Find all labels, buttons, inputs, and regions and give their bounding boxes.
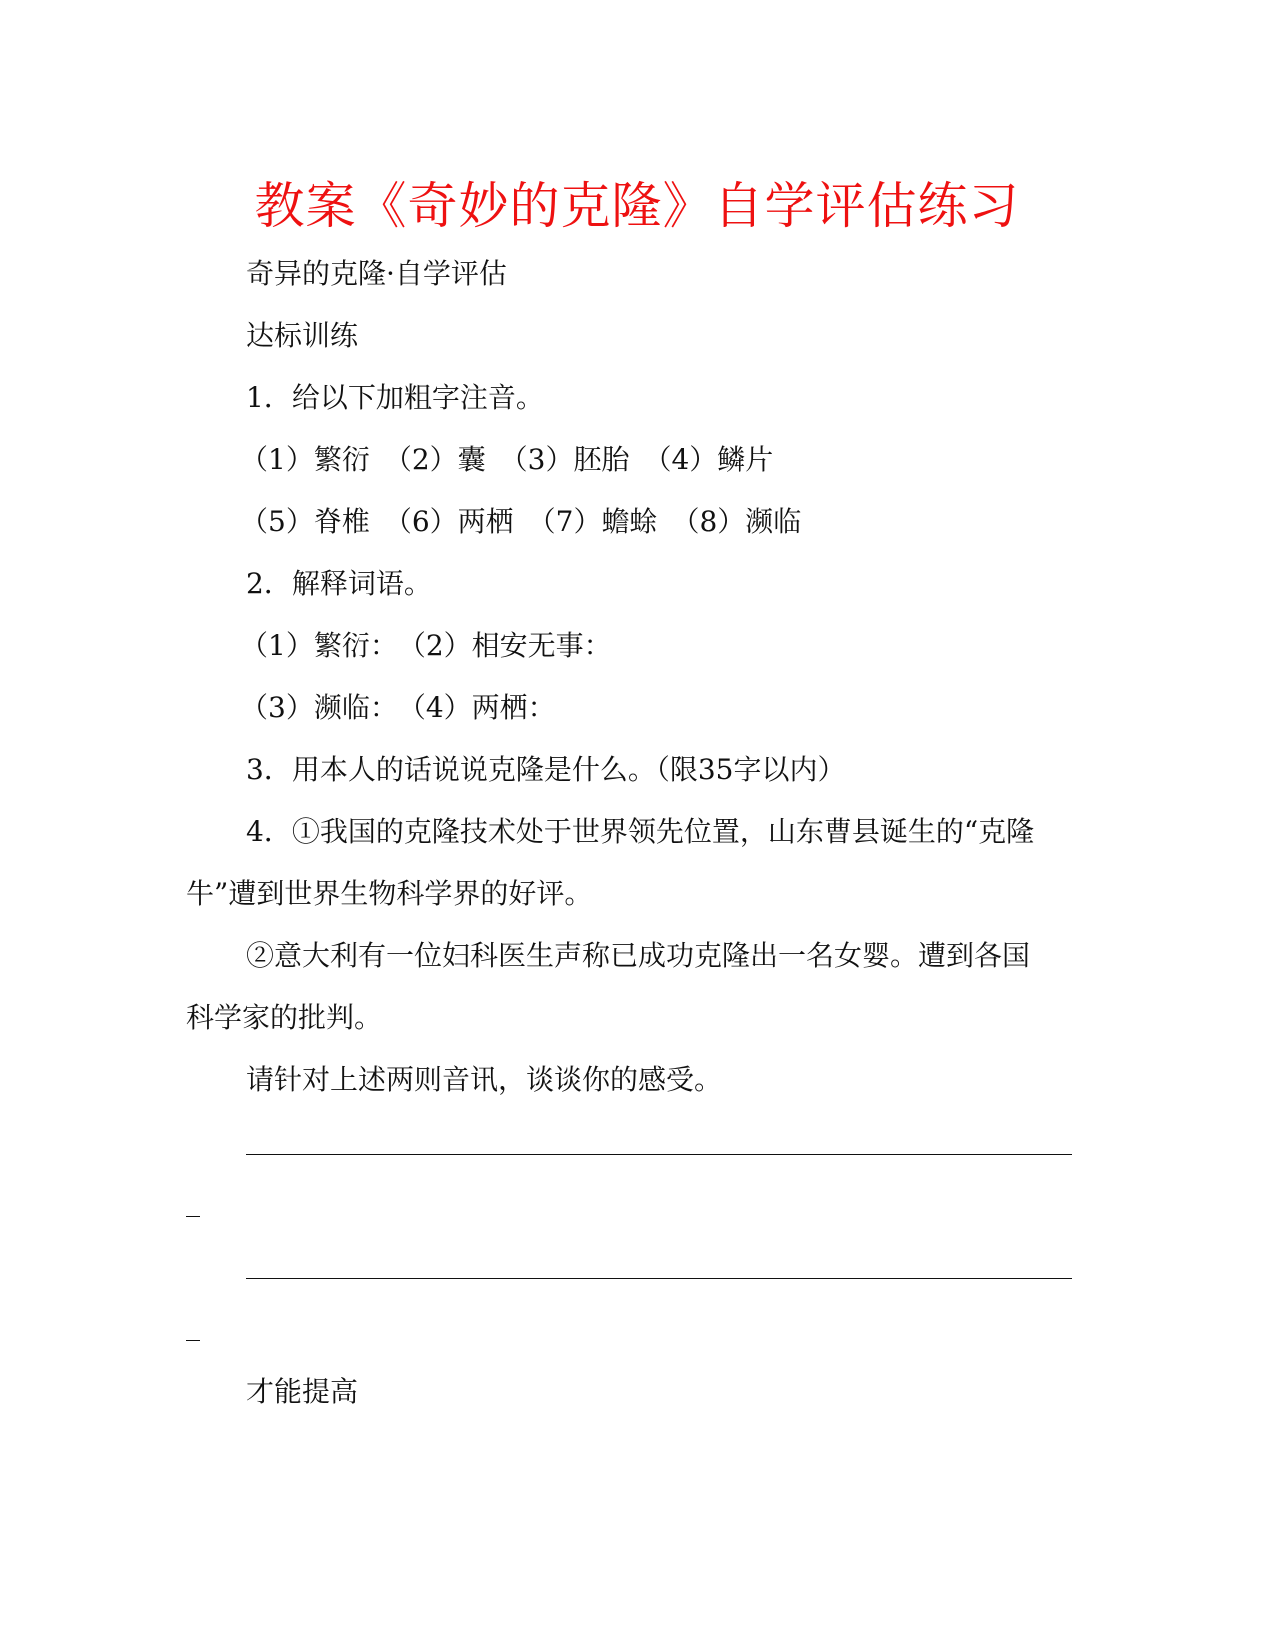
- question-4-item-2-line-2: 科学家的批判。: [186, 1001, 383, 1034]
- question-3-prompt: 3．用本人的话说说克隆是什么。（限35字以内）: [246, 753, 846, 786]
- question-2-row-2: （3）濒临： （4）两栖：: [240, 691, 556, 724]
- question-2-prompt: 2．解释词语。: [246, 567, 432, 600]
- question-4-item-1-line-2: 牛”遭到世界生物科学界的好评。: [186, 877, 593, 910]
- question-4-prompt: 请针对上述两则音讯，谈谈你的感受。: [246, 1063, 723, 1096]
- question-1-row-2: （5）脊椎 （6）两栖 （7）蟾蜍 （8）濒临: [240, 505, 802, 538]
- answer-blank-line-2[interactable]: [246, 1278, 1072, 1279]
- question-4-item-1-line-1: 4．①我国的克隆技术处于世界领先位置，山东曹县诞生的“克隆: [246, 815, 1035, 848]
- question-2-row-1: （1）繁衍： （2）相安无事：: [240, 629, 612, 662]
- document-title: 教案《奇妙的克隆》自学评估练习: [254, 177, 1020, 235]
- section-heading: 达标训练: [246, 319, 359, 352]
- answer-blank-line-2-tail: [186, 1340, 200, 1341]
- answer-blank-line-1[interactable]: [246, 1154, 1072, 1155]
- question-1-prompt: 1．给以下加粗字注音。: [246, 381, 544, 414]
- answer-blank-line-1-tail: [186, 1216, 200, 1217]
- next-section-heading: 才能提高: [246, 1375, 359, 1408]
- question-1-row-1: （1）繁衍 （2）囊 （3）胚胎 （4）鳞片: [240, 443, 774, 476]
- question-4-item-2-line-1: ②意大利有一位妇科医生声称已成功克隆出一名女婴。遭到各国: [246, 939, 1031, 972]
- subtitle: 奇异的克隆·自学评估: [246, 257, 507, 290]
